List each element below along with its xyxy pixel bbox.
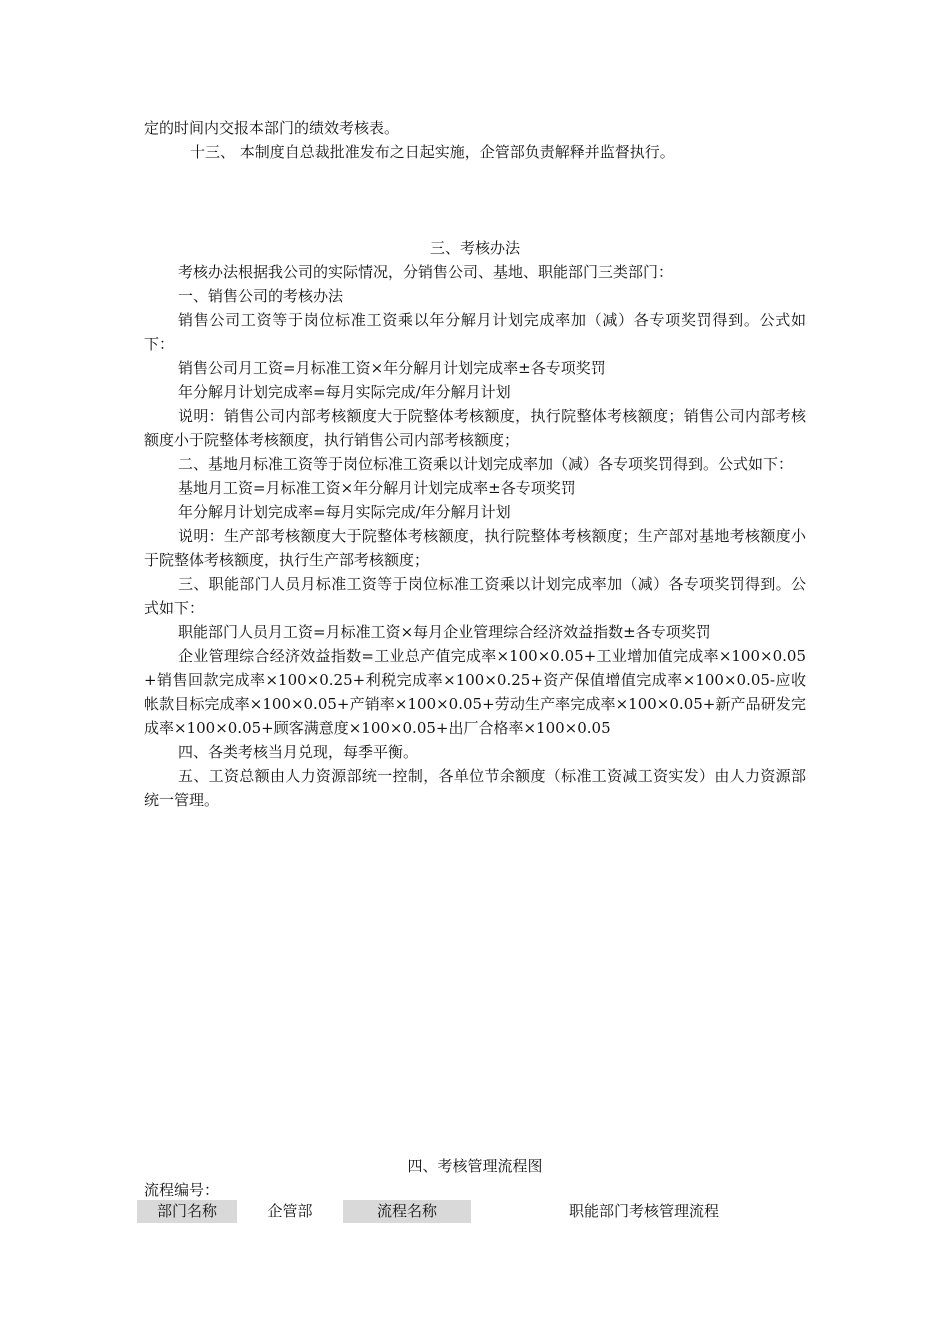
paragraph-article-13: 十三、 本制度自总裁批准发布之日起实施，企管部负责解释并监督执行。: [190, 143, 675, 161]
top-section: [144, 116, 806, 164]
section3-paragraph: 五、工资总额由人力资源部统一控制，各单位节余额度（标准工资减工资实发）由人力资源部统一管理。: [144, 767, 806, 809]
section3-heading: 三、考核办法: [429, 239, 520, 257]
dept-name-label-cell: [137, 1200, 237, 1223]
section4: [144, 1154, 806, 1202]
section3-paragraph: 职能部门人员月工资=月标准工资×每月企业管理综合经济效益指数±各专项奖罚: [178, 623, 711, 641]
process-name-value: 职能部门考核管理流程: [568, 1202, 719, 1220]
section3-paragraph: 三、职能部门人员月标准工资等于岗位标准工资乘以计划完成率加（减）各专项奖罚得到。公式如下：: [144, 575, 806, 617]
process-number-label: 流程编号：: [144, 1181, 220, 1199]
section3-paragraph: 企业管理综合经济效益指数=工业总产值完成率×100×0.05+工业增加值完成率×100×0.05+销售回款完成率×100×0.25+利税完成率×100×0.25+资产保值增值完成率×100×0.05-应收帐款目标完成率×100×0.05+产销率×100×0.05+劳动生产率完成率×100×0.05+新产品研发完成率×100×0.05+顾客满意度×100×0.05+出厂合格率×100×0.05: [144, 647, 806, 737]
section3-paragraph: 一、销售公司的考核办法: [178, 287, 344, 305]
paragraph-continuation: 定的时间内交报本部门的绩效考核表。: [144, 119, 400, 137]
dept-name-value-cell: [237, 1200, 343, 1223]
section3-paragraph: 说明：生产部考核额度大于院整体考核额度，执行院整体考核额度；生产部对基地考核额度小于院整体考核额度，执行生产部考核额度；: [144, 527, 806, 569]
dept-name-label: 部门名称: [156, 1202, 217, 1220]
section3-paragraph: 说明：销售公司内部考核额度大于院整体考核额度，执行院整体考核额度；销售公司内部考核额度小于院整体考核额度，执行销售公司内部考核额度；: [144, 407, 806, 449]
dept-name-value: 企管部: [267, 1202, 313, 1220]
section3-paragraph: 基地月工资=月标准工资×年分解月计划完成率±各专项奖罚: [178, 479, 576, 497]
section3-paragraph: 年分解月计划完成率=每月实际完成/年分解月计划: [178, 503, 511, 521]
section3: [144, 236, 806, 812]
section3-paragraph: 年分解月计划完成率=每月实际完成/年分解月计划: [178, 383, 511, 401]
section3-paragraph: 四、各类考核当月兑现，每季平衡。: [178, 743, 419, 761]
section3-paragraph: 销售公司工资等于岗位标准工资乘以年分解月计划完成率加（减）各专项奖罚得到。公式如下：: [144, 311, 806, 353]
process-name-label: 流程名称: [376, 1202, 437, 1220]
section3-paragraph: 考核办法根据我公司的实际情况，分销售公司、基地、职能部门三类部门：: [178, 263, 674, 281]
process-name-value-cell: [471, 1200, 817, 1223]
section4-heading: 四、考核管理流程图: [407, 1157, 543, 1175]
process-info-table: [137, 1200, 817, 1223]
section3-paragraph: 二、基地月标准工资等于岗位标准工资乘以计划完成率加（减）各专项奖罚得到。公式如下：: [178, 455, 794, 473]
process-name-label-cell: [343, 1200, 471, 1223]
section3-paragraph: 销售公司月工资=月标准工资×年分解月计划完成率±各专项奖罚: [178, 359, 606, 377]
